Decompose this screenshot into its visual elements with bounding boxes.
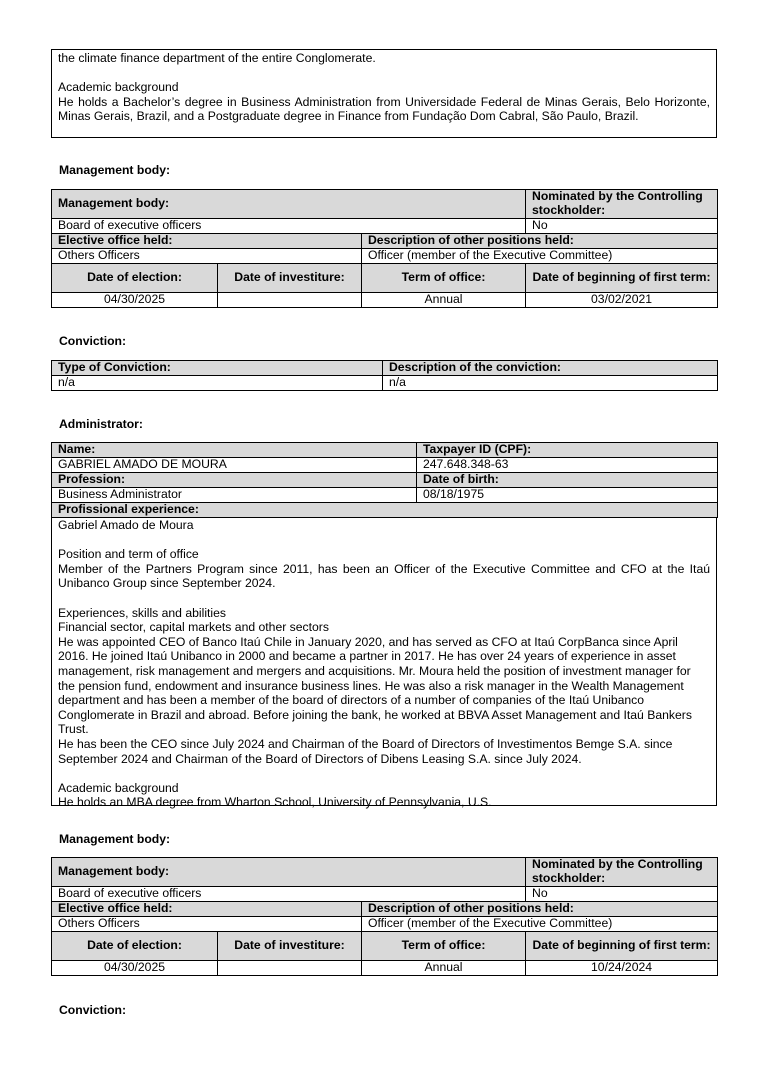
management-body-value: Board of executive officers	[52, 219, 526, 234]
other-positions-value: Officer (member of the Executive Committee)	[362, 249, 718, 264]
col-other-positions-2: Description of other positions held:	[362, 902, 718, 917]
conviction-type-value: n/a	[52, 376, 383, 391]
previous-experience-box	[51, 49, 717, 138]
conviction-heading: Conviction:	[59, 334, 127, 348]
management-body-table-2	[51, 857, 718, 976]
term-office-value: Annual	[362, 293, 526, 308]
col-management-body: Management body:	[52, 190, 526, 219]
col-term-office: Term of office:	[362, 264, 526, 293]
position-title: Position and term of office	[58, 547, 199, 562]
first-term-value: 03/02/2021	[526, 293, 718, 308]
name-value: GABRIEL AMADO DE MOURA	[52, 458, 417, 473]
col-conviction-type: Type of Conviction:	[52, 361, 383, 376]
col-first-term: Date of beginning of first term:	[526, 264, 718, 293]
academic-title: Academic background	[58, 80, 179, 95]
elective-office-value-2: Others Officers	[52, 917, 362, 932]
col-nominated-2: Nominated by the Controlling stockholder:	[526, 858, 718, 887]
profession-value: Business Administrator	[52, 488, 417, 503]
col-conviction-desc: Description of the conviction:	[383, 361, 718, 376]
conviction-heading-2: Conviction:	[59, 1003, 127, 1017]
skills-subtitle: Financial sector, capital markets and other sectors	[58, 620, 329, 635]
term-office-value-2: Annual	[362, 961, 526, 976]
date-investiture-value	[218, 293, 362, 308]
conviction-table	[51, 360, 718, 391]
skills-text: He was appointed CEO of Banco Itaú Chile in January 2020, and has served as CFO at Itaú CorpBanca since April 2016. He joined Itaú Unibanco in 2000 and became a partner in 2017. He has over 24 years of experience in asset management, risk management and mergers and acquisitions. Mr. Moura held the position of investment manager for the pension fund, endowment and insurance business lines. He was also a risk manager in the Wealth Management department and has been a member of the board of directors of a number of companies of the Itaú Unibanco Conglomerate in Brazil and abroad. Before joining the bank, he worked at BBVA Asset Management and Itaú Bankers Trust.	[58, 634, 692, 737]
col-profession: Profession:	[52, 473, 417, 488]
conviction-desc-value: n/a	[383, 376, 718, 391]
col-birth: Date of birth:	[417, 473, 718, 488]
administrator-table	[51, 442, 718, 518]
col-first-term-2: Date of beginning of first term:	[526, 932, 718, 961]
col-elective-office: Elective office held:	[52, 234, 362, 249]
academic-text-2: He holds an MBA degree from Wharton School, University of Pennsylvania, U.S.	[58, 795, 492, 810]
cpf-value: 247.648.348-63	[417, 458, 718, 473]
position-text: Member of the Partners Program since 2011, has been an Officer of the Executive Committee and CFO at the Itaú Unibanco Group since September 2024.	[58, 561, 710, 591]
col-other-positions: Description of other positions held:	[362, 234, 718, 249]
col-term-office-2: Term of office:	[362, 932, 526, 961]
date-election-value: 04/30/2025	[52, 293, 218, 308]
skills-title: Experiences, skills and abilities	[58, 605, 226, 620]
col-cpf: Taxpayer ID (CPF):	[417, 443, 718, 458]
management-body-heading-2: Management body:	[59, 832, 171, 846]
date-investiture-value-2	[218, 961, 362, 976]
date-election-value-2: 04/30/2025	[52, 961, 218, 976]
birth-value: 08/18/1975	[417, 488, 718, 503]
academic-text: He holds a Bachelor’s degree in Business Administration from Universidade Federal de Minas Gerais, Belo Horizonte, Minas Gerais, Brazil, and a Postgraduate degree in Finance from Fundação Dom Cabral, São Paulo, Brazil.	[58, 94, 710, 124]
col-date-investiture: Date of investiture:	[218, 264, 362, 293]
other-positions-value-2: Officer (member of the Executive Committee)	[362, 917, 718, 932]
experience-box	[51, 518, 717, 810]
administrator-heading: Administrator:	[59, 417, 143, 431]
first-term-value-2: 10/24/2024	[526, 961, 718, 976]
elective-office-value: Others Officers	[52, 249, 362, 264]
col-date-election: Date of election:	[52, 264, 218, 293]
management-body-heading: Management body:	[59, 163, 171, 177]
col-date-investiture-2: Date of investiture:	[218, 932, 362, 961]
management-body-table	[51, 189, 718, 308]
academic-title-2: Academic background	[58, 780, 179, 795]
experience-continuation: the climate finance department of the entire Conglomerate.	[58, 51, 376, 65]
skills-text-2: He has been the CEO since July 2024 and Chairman of the Board of Directors of Investimentos Bemge S.A. since September 2024 and Chairman of the Board of Directors of Dibens Leasing S.A. since July 2024.	[58, 736, 673, 766]
nominated-value: No	[526, 219, 718, 234]
nominated-value-2: No	[526, 887, 718, 902]
col-nominated: Nominated by the Controlling stockholder:	[526, 190, 718, 219]
experience-name: Gabriel Amado de Moura	[58, 518, 194, 532]
col-management-body-2: Management body:	[52, 858, 526, 887]
management-body-value-2: Board of executive officers	[52, 887, 526, 902]
col-name: Name:	[52, 443, 417, 458]
col-experience: Profissional experience:	[52, 503, 718, 518]
col-date-election-2: Date of election:	[52, 932, 218, 961]
col-elective-office-2: Elective office held:	[52, 902, 362, 917]
